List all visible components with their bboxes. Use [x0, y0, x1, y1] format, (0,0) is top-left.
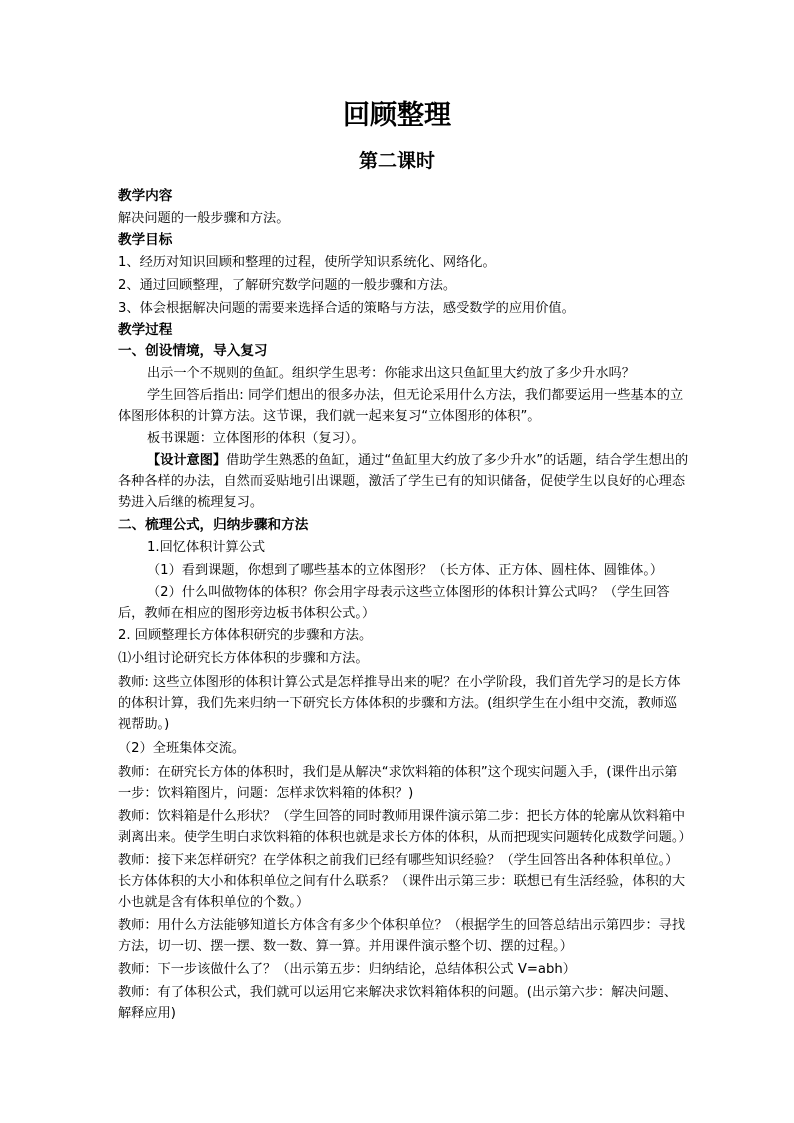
teacher-paragraph: 教师：下一步该做什么了？（出示第五步：归纳结论，总结体积公式 V=abh）: [118, 962, 576, 977]
goal-item: 1、经历对知识回顾和整理的过程，使所学知识系统化、网络化。: [118, 255, 496, 270]
paragraph: 学生回答后指出: 同学们想出的很多办法，但无论采用什么方法，我们都要运用一些基本的立体图形体积的计算方法。这节课，我们就一起来复习“立体图形的体积”。: [118, 388, 684, 424]
heading-part2: 二、梳理公式，归纳步骤和方法: [118, 517, 309, 533]
heading-goals: 教学目标: [118, 232, 173, 248]
design-intent-paragraph: [118, 450, 690, 513]
goal-item: 2、通过回顾整理，了解研究数学问题的一般步骤和方法。: [118, 278, 457, 293]
heading-content: 教学内容: [118, 188, 173, 204]
design-intent-text: 借助学生熟悉的鱼缸，通过“鱼缸里大约放了多少升水”的话题，结合学生想出的各种各样的办法，自然而妥贴地引出课题，激活了学生已有的知识储备，促使学生以良好的心理态势进入后继的梳理复习。: [118, 453, 689, 510]
heading-part1: 一、创设情境，导入复习: [118, 343, 268, 359]
page-title: 回顾整理: [343, 100, 451, 131]
goal-item: 3、体会根据解决问题的需要来选择合适的策略与方法，感受数学的应用价值。: [118, 301, 575, 316]
paragraph: （1）看到课题，你想到了哪些基本的立体图形？（长方体、正方体、圆柱体、圆锥体。）: [147, 563, 664, 578]
teacher-paragraph: 教师：饮料箱是什么形状？（学生回答的同时教师用课件演示第二步：把长方体的轮廓从饮料箱中剥离出来。使学生明白求饮料箱的体积也就是求长方体的体积，从而把现实问题转化成数学问题。）: [118, 809, 692, 845]
teacher-paragraph: 教师：有了体积公式，我们就可以运用它来解决求饮料箱体积的问题。(出示第六步：解决问题、解释应用): [118, 985, 678, 1021]
paragraph: （2）什么叫做物体的体积？你会用字母表示这些立体图形的体积计算公式吗？（学生回答后，教师在相应的图形旁边板书体积公式。）: [118, 585, 670, 621]
paragraph: 出示一个不规则的鱼缸。组织学生思考：你能求出这只鱼缸里大约放了多少升水吗？: [147, 366, 635, 381]
page-subtitle: 第二课时: [358, 150, 435, 172]
teacher-paragraph: 教师：接下来怎样研究？在学体积之前我们已经有哪些知识经验？（学生回答出各种体积单位。）长方体体积的大小和体积单位之间有什么联系？（课件出示第三步：联想已有生活经验，体积的大小也就是含有体积单位的个数。）: [118, 853, 686, 910]
design-intent-label: 【设计意图】: [147, 453, 227, 468]
teacher-paragraph: 教师：在研究长方体的体积时，我们是从解决“求饮料箱的体积”这个现实问题入手，(课件出示第一步：饮料箱图片，问题：怎样求饮料箱的体积？): [118, 765, 678, 801]
paragraph: ⑴小组讨论研究长方体体积的步骤和方法。: [118, 651, 369, 666]
teacher-paragraph: 教师：用什么方法能够知道长方体含有多少个体积单位？（根据学生的回答总结出示第四步：寻找方法，切一切、摆一摆、数一数、算一算。并用课件演示整个切、摆的过程。）: [118, 918, 686, 954]
paragraph: （2）全班集体交流。: [118, 741, 246, 756]
paragraph: 1.回忆体积计算公式: [147, 540, 266, 555]
teacher-paragraph: 教师: 这些立体图形的体积计算公式是怎样推导出来的呢？在小学阶段，我们首先学习的是长方体的体积计算，我们先来归纳一下研究长方体体积的步骤和方法。(组织学生在小组中交流，教师巡视帮助。): [118, 675, 681, 732]
document-body: [118, 186, 690, 1024]
paragraph: 板书课题：立体图形的体积（复习）。: [147, 431, 365, 446]
paragraph: 解决问题的一般步骤和方法。: [118, 211, 290, 226]
heading-process: 教学过程: [118, 322, 173, 338]
paragraph: 2. 回顾整理长方体体积研究的步骤和方法。: [118, 628, 373, 643]
